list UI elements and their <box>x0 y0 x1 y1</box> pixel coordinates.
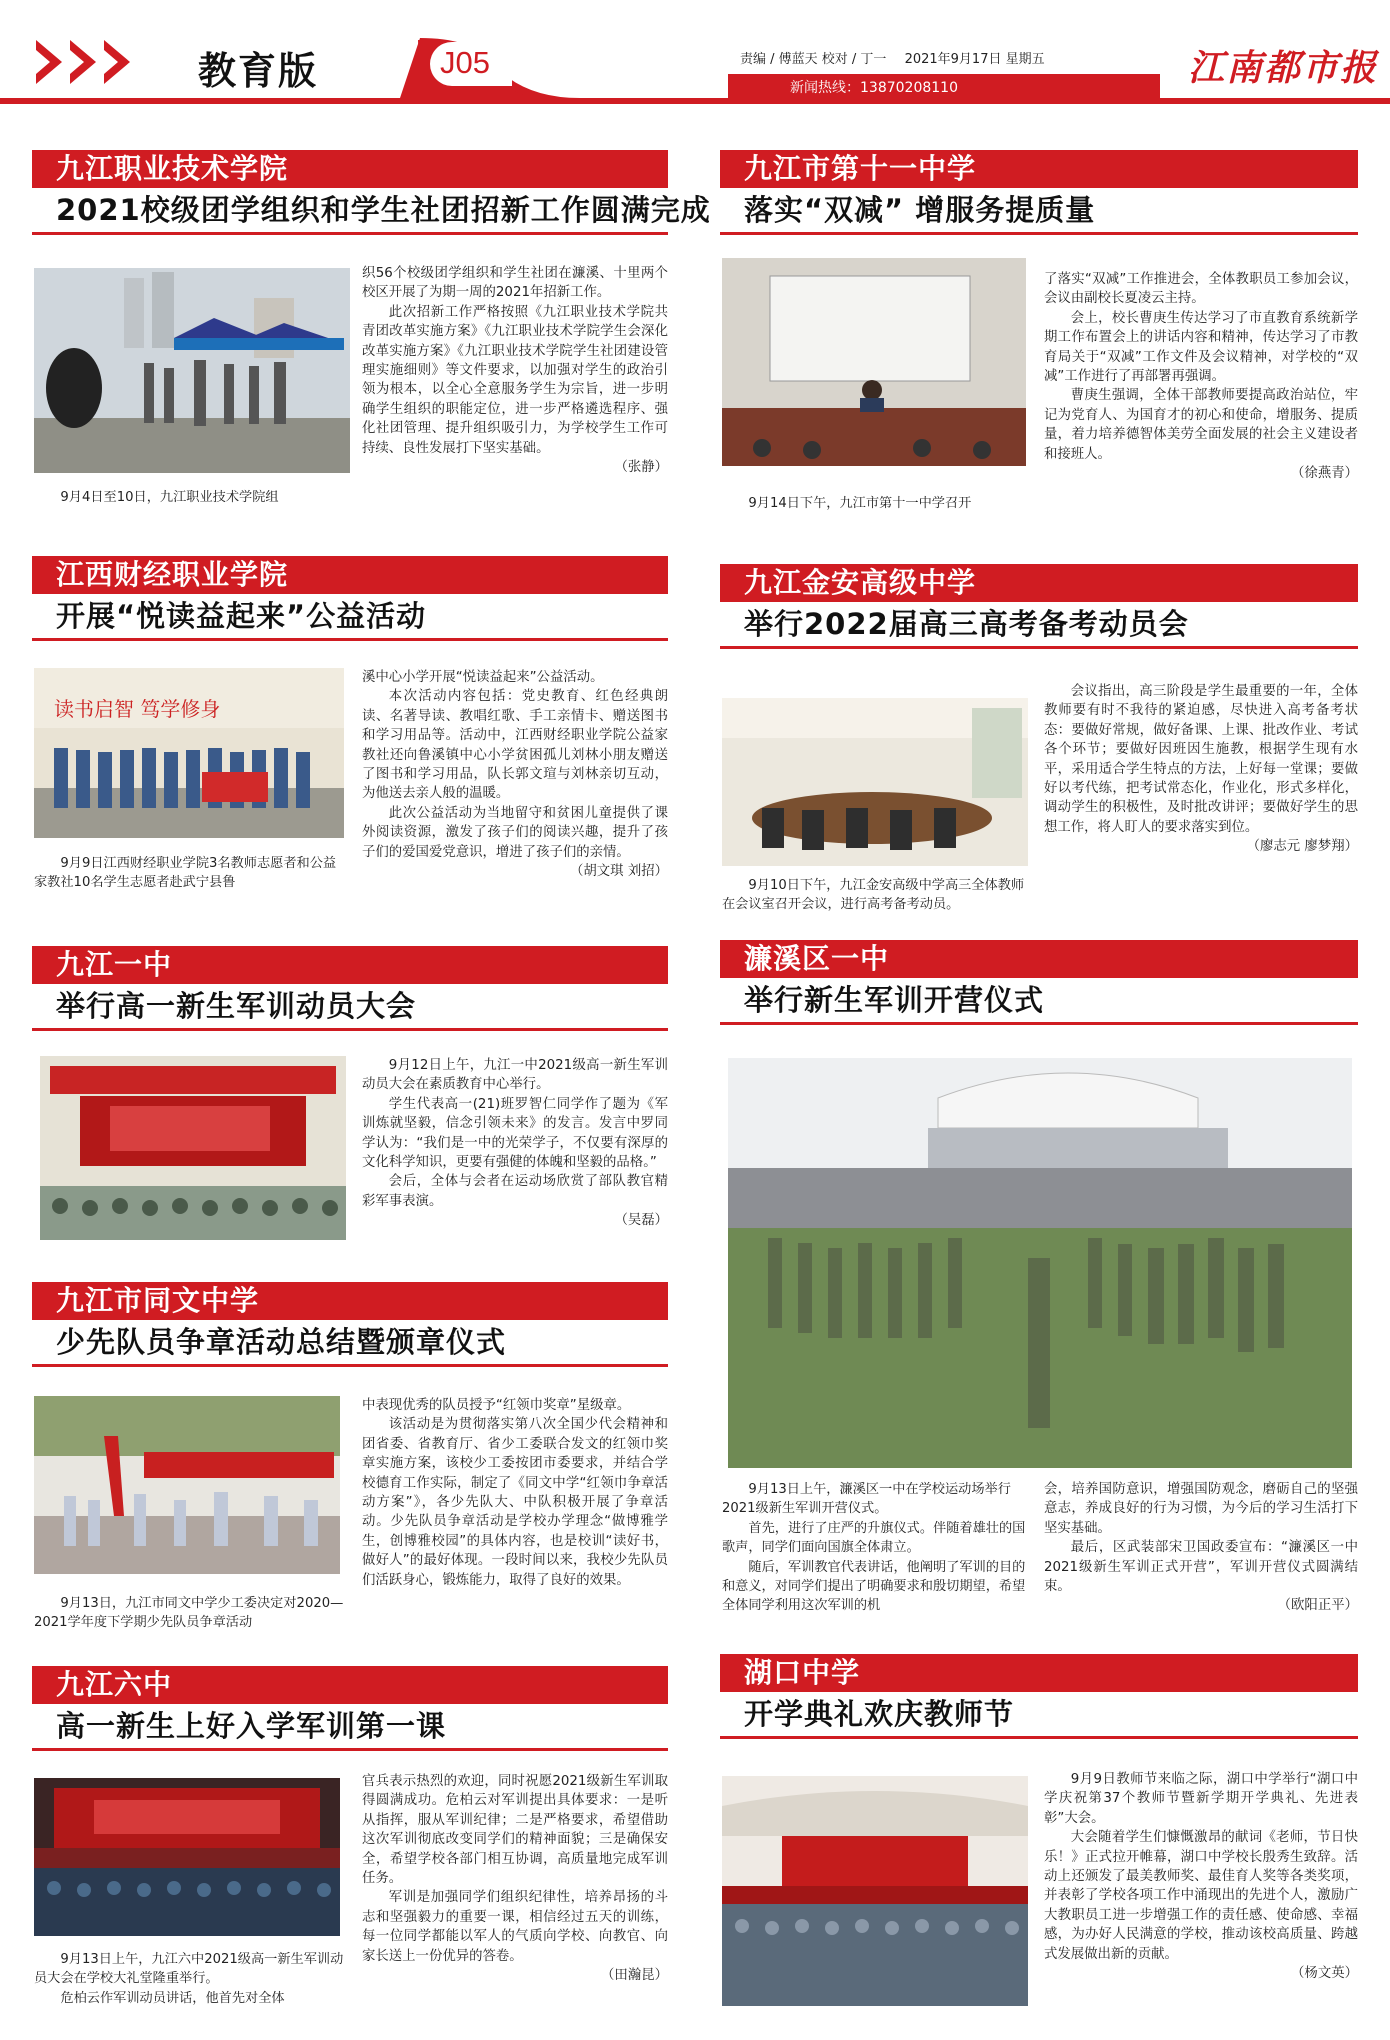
article-author: （杨文英） <box>1291 1966 1358 1982</box>
caption-line: 危柏云作军训动员讲话，他首先对全体 <box>60 1990 285 2006</box>
article-header <box>720 940 1358 1025</box>
article-photo <box>34 1396 340 1574</box>
article-title: 高一新生上好入学军训第一课 <box>32 1704 668 1751</box>
article-title: 举行2022届高三高考备考动员会 <box>720 602 1358 649</box>
article-body <box>362 264 668 477</box>
article-author: （胡文琪 刘招） <box>570 864 668 880</box>
article-header <box>32 556 668 641</box>
chevron-icon <box>70 40 96 84</box>
article-photo <box>34 268 350 473</box>
chevron-icon <box>36 40 62 84</box>
caption-line: 9月13日上午，九江六中2021级高一新生军训动员大会在学校大礼堂隆重举行。 <box>34 1952 344 1987</box>
body-paragraph: 会，培养国防意识，增强国防观念，磨砺自己的坚强意志，养成良好的行为习惯，为今后的学习生活打下坚实基础。 <box>1044 1482 1358 1536</box>
body-paragraph: 溪中心小学开展“悦读益起来”公益活动。 <box>362 670 604 685</box>
article-author: （廖志元 廖梦翔） <box>1246 839 1358 855</box>
article-header <box>32 946 668 1031</box>
article-header <box>32 1666 668 1751</box>
body-paragraph: 最后，区武装部宋卫国政委宣布：“濂溪区一中2021级新生军训正式开营”，军训开营仪式圆满结束。 <box>1044 1540 1358 1595</box>
body-paragraph: 会上，校长曹庚生传达学习了市直教育系统新学期工作布置会上的讲话内容和精神，传达学习了市教育局关于“双减”工作文件及会议精神，对学校的“双减”工作进行了再部署再强调。 <box>1044 310 1358 385</box>
hotline: 新闻热线：13870208110 <box>790 80 958 96</box>
body-paragraph: 官兵表示热烈的欢迎，同时祝愿2021级新生军训取得圆满成功。危柏云对军训提出具体要求：一是听从指挥，服从军训纪律；二是严格要求，希望借助这次军训彻底改变同学们的精神面貌；三是确保安全，希望学校各部门相互协调，高质量地完成军训任务。 <box>362 1774 668 1887</box>
article-title: 开展“悦读益起来”公益活动 <box>32 594 668 641</box>
body-paragraph: 大会随着学生们慷慨激昂的献词《老师，节日快乐！》正式拉开帷幕，湖口中学校长殷秀生致辞。活动上还颁发了最美教师奖、最佳育人奖等各类奖项，并表彰了学校各项工作中涌现出的先进个人，激励广大教职员工进一步增强工作的责任感、使命感、幸福感，为办好人民满意的学校，推动该校高质量、跨越式发展做出新的贡献。 <box>1044 1830 1358 1962</box>
article-body <box>1044 1770 1358 1983</box>
brand-logo: 江南都市报 <box>1188 47 1379 89</box>
article-photo <box>728 1058 1352 1468</box>
body-paragraph: 织56个校级团学组织和学生社团在濂溪、十里两个校区开展了为期一周的2021年招新工作。 <box>362 266 668 301</box>
article-body <box>1044 1480 1358 1616</box>
body-paragraph: 9月9日教师节来临之际，湖口中学举行“湖口中学庆祝第37个教师节暨新学期开学典礼、先进表彰”大会。 <box>1044 1772 1358 1826</box>
article-header <box>720 564 1358 649</box>
svg-text:读书启智 笃学修身: 读书启智 笃学修身 <box>54 697 221 721</box>
article-school: 湖口中学 <box>720 1654 1358 1692</box>
article-photo <box>722 698 1028 866</box>
caption-line: 9月10日下午，九江金安高级中学高三全体教师在会议室召开会议，进行高考备考动员。 <box>722 878 1025 913</box>
article-header <box>720 150 1358 235</box>
article-author: （张静） <box>614 460 668 476</box>
issue-date: 2021年9月17日 星期五 <box>904 52 1045 67</box>
body-paragraph: 此次招新工作严格按照《九江职业技术学院共青团改革实施方案》《九江职业技术学院学生会深化改革实施方案》《九江职业技术学院学生社团建设管理实施细则》等文件要求，以加强对学生的政治引领为根本，以全心全意服务学生为宗旨，进一步明确学生组织的职能定位，进一步严格遴选程序、强化社团管理、提升组织吸引力，为学校学生工作可持续、良性发展打下坚实基础。 <box>362 304 668 456</box>
article-header <box>720 1654 1358 1739</box>
article-title: 举行新生军训开营仪式 <box>720 978 1358 1025</box>
body-paragraph: 中表现优秀的队员授予“红领巾奖章”星级章。 <box>362 1398 631 1413</box>
body-paragraph: 该活动是为贯彻落实第八次全国少代会精神和团省委、省教育厅、省少工委联合发文的红领巾奖章实施方案，该校少工委按团市委要求，并结合学校德育工作实际，制定了《同文中学“红领巾争章活动方案”》，各少先队大、中队积极开展了争章活动。少先队员争章活动是学校办学理念“做博雅学生，创博雅校园”的具体内容，也是校训“读好书，做好人”的最好体现。一段时间以来，我校少先队员们活跃身心，锻炼能力，取得了良好的效果。 <box>362 1417 668 1588</box>
article-photo <box>40 1056 346 1240</box>
article-title: 落实“双减” 增服务提质量 <box>720 188 1358 235</box>
article-school: 九江金安高级中学 <box>720 564 1358 602</box>
article-author: （田瀚昆） <box>601 1968 668 1984</box>
photo-caption <box>722 1480 1028 1616</box>
section-name: 教育版 <box>198 49 319 93</box>
caption-line: 9月13日，九江市同文中学少工委决定对2020—2021学年度下学期少先队员争章活动 <box>34 1596 344 1631</box>
article-title: 举行高一新生军训动员大会 <box>32 984 668 1031</box>
article-author: （吴磊） <box>614 1213 668 1229</box>
article-school: 江西财经职业学院 <box>32 556 668 594</box>
article-title: 开学典礼欢庆教师节 <box>720 1692 1358 1739</box>
article-body <box>362 1056 668 1231</box>
masthead <box>0 0 1390 104</box>
article-body <box>362 1396 668 1590</box>
article-school: 九江六中 <box>32 1666 668 1704</box>
body-paragraph: 此次公益活动为当地留守和贫困儿童提供了课外阅读资源，激发了孩子们的阅读兴趣，提升了孩子们的爱国爱党意识，增进了孩子们的亲情。 <box>362 805 668 860</box>
article-photo <box>34 1778 340 1936</box>
article-author: （欧阳正平） <box>1277 1598 1358 1614</box>
editors-text: 责编 / 傅蓝天 校对 / 丁一 <box>740 52 887 67</box>
photo-caption <box>34 1594 344 1633</box>
article-author: （徐燕青） <box>1291 466 1358 482</box>
article-school: 九江市第十一中学 <box>720 150 1358 188</box>
body-paragraph: 会后，全体与会者在运动场欣赏了部队教官精彩军事表演。 <box>362 1174 668 1209</box>
article-title: 2021校级团学组织和学生社团招新工作圆满完成 <box>32 188 668 235</box>
page-number: J05 <box>440 45 490 80</box>
article-photo <box>722 258 1026 466</box>
body-paragraph: 会议指出，高三阶段是学生最重要的一年，全体教师要有时不我待的紧迫感，尽快进入高考备考状态：要做好常规，做好备课、上课、批改作业、考试各个环节；要做好因班因生施教，根据学生现有水平，采用适合学生特点的方法，上好每一堂课；要做好以考代练，把考试常态化，作业化，形式多样化，调动学生的积极性，及时批改讲评；要做好学生的思想工作，将人盯人的要求落实到位。 <box>1044 684 1358 835</box>
article-photo <box>34 668 344 838</box>
body-paragraph: 军训是加强同学们组织纪律性，培养昂扬的斗志和坚强毅力的重要一课，相信经过五天的训练，每一位同学都能以军人的气质向学校、向教官、向家长送上一份优异的答卷。 <box>362 1890 668 1964</box>
article-title: 少先队员争章活动总结暨颁章仪式 <box>32 1320 668 1367</box>
photo-caption <box>34 488 350 507</box>
body-paragraph: 本次活动内容包括：党史教育、红色经典朗读、名著导读、教唱红歌、手工亲情卡、赠送图书和学习用品等。活动中，江西财经职业学院公益家教社还向鲁溪镇中心小学贫困孤儿刘林小朋友赠送了图书和学习用品，队长郭文瑄与刘林亲切互动，为他送去亲人般的温暖。 <box>362 689 668 802</box>
article-body <box>362 668 668 881</box>
body-paragraph: 9月13日上午，濂溪区一中在学校运动场举行2021级新生军训开营仪式。 <box>722 1482 1011 1517</box>
caption-line: 9月14日下午，九江市第十一中学召开 <box>748 496 972 511</box>
article-school: 九江一中 <box>32 946 668 984</box>
chevron-icon <box>104 40 130 84</box>
photo-caption <box>34 854 344 893</box>
photo-caption <box>34 1950 344 2008</box>
article-school: 九江市同文中学 <box>32 1282 668 1320</box>
article-school: 九江职业技术学院 <box>32 150 668 188</box>
article-school: 濂溪区一中 <box>720 940 1358 978</box>
editors <box>740 48 1045 67</box>
photo-caption <box>722 494 1032 513</box>
body-paragraph: 首先，进行了庄严的升旗仪式。伴随着雄壮的国歌声，同学们面向国旗全体肃立。 <box>722 1520 1026 1556</box>
caption-line: 9月9日江西财经职业学院3名教师志愿者和公益家教社10名学生志愿者赴武宁县鲁 <box>34 856 337 891</box>
article-header <box>32 150 711 235</box>
body-paragraph: 9月12日上午，九江一中2021级高一新生军训动员大会在素质教育中心举行。 <box>362 1058 668 1093</box>
body-paragraph: 曹庚生强调，全体干部教师要提高政治站位，牢记为党育人、为国育才的初心和使命，增服务、提质量，着力培养德智体美劳全面发展的社会主义建设者和接班人。 <box>1044 388 1358 462</box>
article-photo <box>722 1776 1028 2006</box>
body-paragraph: 了落实“双减”工作推进会，全体教职员工参加会议，会议由副校长夏凌云主持。 <box>1044 272 1358 307</box>
caption-line: 9月4日至10日，九江职业技术学院组 <box>60 490 279 505</box>
article-body <box>1044 270 1358 483</box>
photo-caption <box>722 876 1034 915</box>
body-paragraph: 学生代表高一(21)班罗智仁同学作了题为《军训炼就坚毅，信念引领未来》的发言。发言中罗同学认为：“我们是一中的光荣学子，不仅要有深厚的文化科学知识，更要有强健的体魄和坚毅的品格。” <box>362 1096 668 1171</box>
article-header <box>32 1282 668 1367</box>
article-body <box>1044 682 1358 857</box>
body-paragraph: 随后，军训教官代表讲话，他阐明了军训的目的和意义，对同学们提出了明确要求和殷切期望，希望全体同学利用这次军训的机 <box>722 1559 1026 1614</box>
article-body <box>362 1772 668 1985</box>
